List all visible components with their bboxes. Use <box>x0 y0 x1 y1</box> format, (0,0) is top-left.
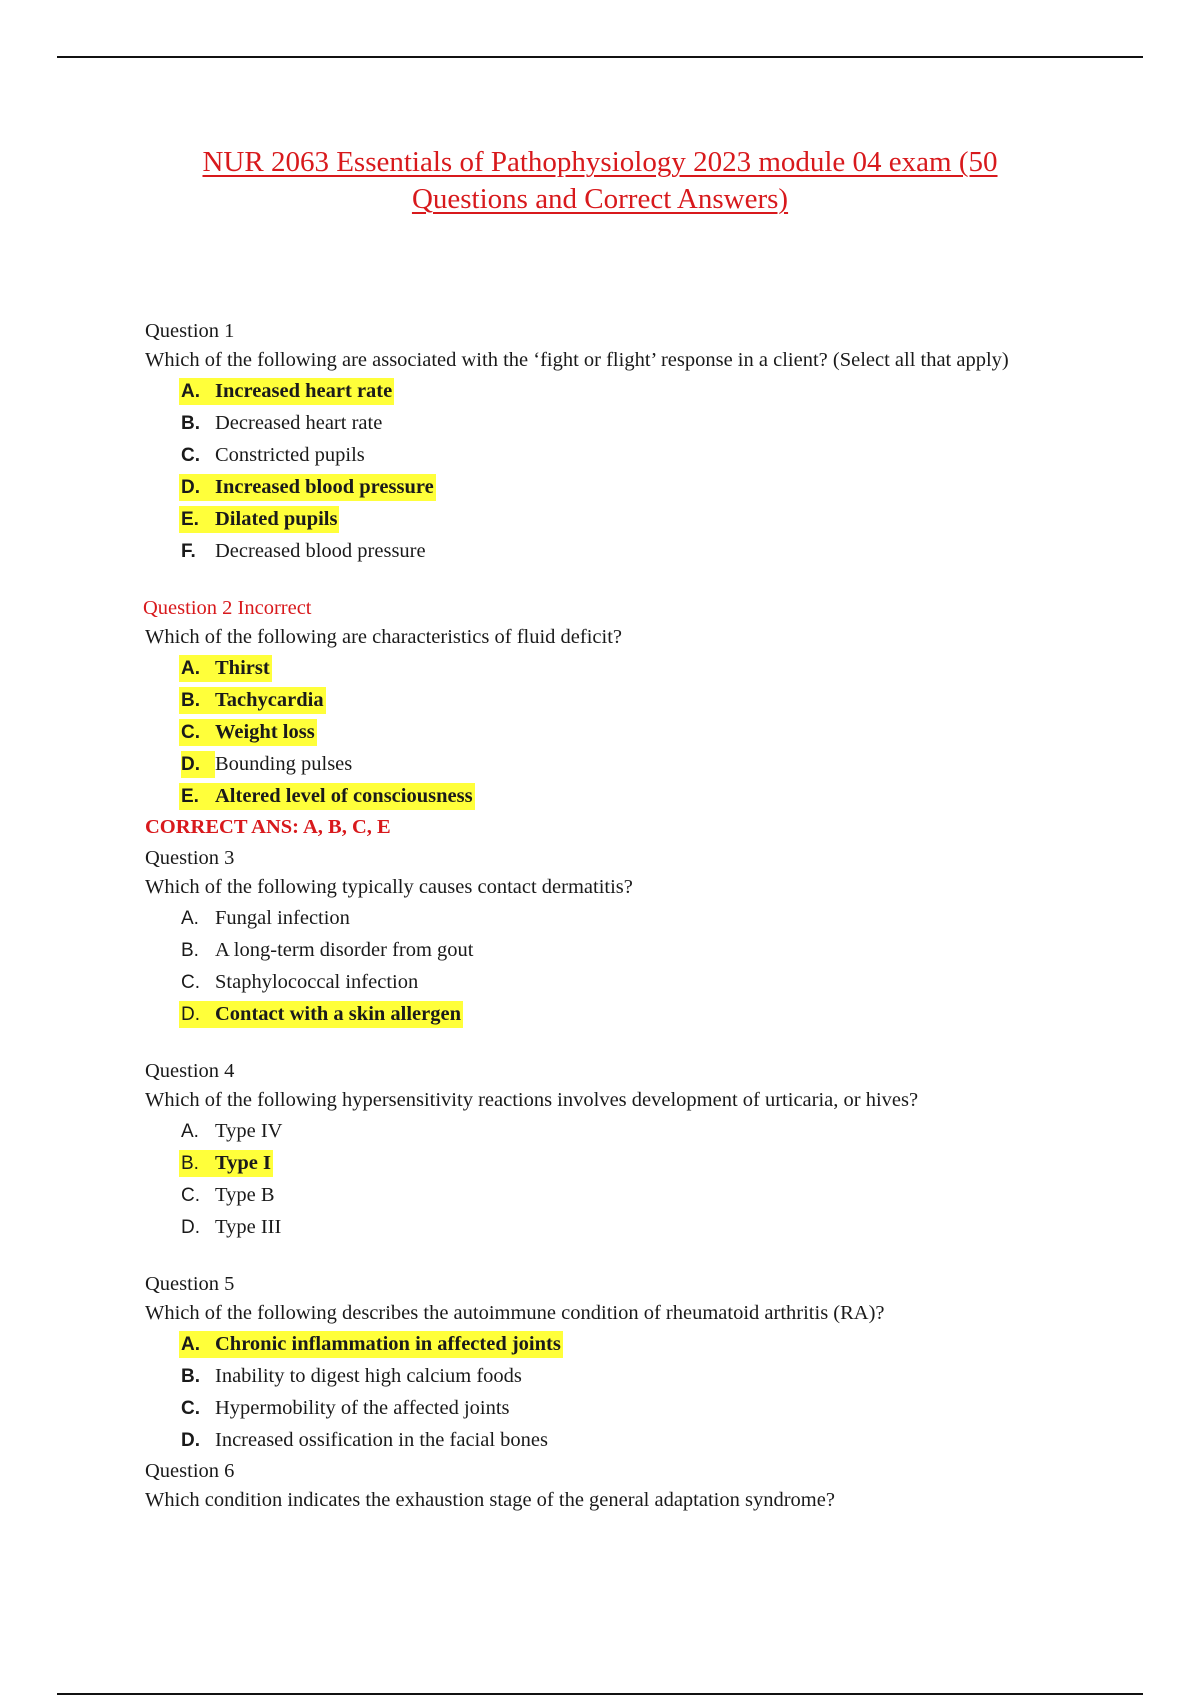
question-label: Question 5 <box>145 1273 235 1295</box>
option-text: Type III <box>215 1216 282 1238</box>
question-text: Which condition indicates the exhaustion stage of the general adaptation syndrome? <box>145 1489 835 1511</box>
option-letter: F. <box>181 541 196 562</box>
spacer <box>145 567 1045 593</box>
question-label: Question 4 <box>145 1060 235 1082</box>
question-6 <box>145 1456 1045 1515</box>
option-letter: B. <box>181 1366 200 1387</box>
option-text: Increased blood pressure <box>215 476 434 498</box>
option-letter: C. <box>181 972 200 993</box>
option-text: Constricted pupils <box>215 444 365 466</box>
option-text: Contact with a skin allergen <box>215 1003 461 1025</box>
option-letter: A. <box>181 658 200 679</box>
option-c[interactable] <box>179 439 1045 471</box>
highlighted-answer <box>179 1331 563 1358</box>
option-letter: E. <box>181 786 199 807</box>
option-e[interactable] <box>179 503 1045 535</box>
spacer <box>145 1030 1045 1056</box>
option-d[interactable] <box>179 1211 1045 1243</box>
questions-container <box>145 316 1045 1515</box>
option-letter: D. <box>181 1217 200 1238</box>
option-b[interactable] <box>179 1147 1045 1179</box>
option-letter: B. <box>181 1153 199 1174</box>
option-b[interactable] <box>179 407 1045 439</box>
question-text: Which of the following are characteristics of fluid deficit? <box>145 626 622 648</box>
option-letter: C. <box>181 722 200 743</box>
option-letter: D. <box>181 477 200 498</box>
option-a[interactable] <box>179 1115 1045 1147</box>
option-text: Decreased blood pressure <box>215 540 426 562</box>
highlighted-answer <box>179 474 436 501</box>
top-rule <box>57 56 1143 58</box>
option-c[interactable] <box>179 1392 1045 1424</box>
correct-answer: CORRECT ANS: A, B, C, E <box>145 816 391 838</box>
option-a[interactable] <box>179 375 1045 407</box>
option-d[interactable] <box>179 748 1045 780</box>
highlighted-answer <box>179 719 317 746</box>
option-text: Dilated pupils <box>215 508 338 530</box>
option-d[interactable] <box>179 471 1045 503</box>
option-letter: B. <box>181 413 200 434</box>
option-text: Bounding pulses <box>215 753 353 775</box>
answer-options <box>145 652 1045 812</box>
option-text: Hypermobility of the affected joints <box>215 1397 510 1419</box>
question-text: Which of the following describes the autoimmune condition of rheumatoid arthritis (RA)? <box>145 1302 885 1324</box>
option-e[interactable] <box>179 780 1045 812</box>
answer-options <box>145 375 1045 567</box>
answer-options <box>145 1328 1045 1456</box>
document-title: NUR 2063 Essentials of Pathophysiology 2023 module 04 exam (50 Questions and Correct Answers) <box>202 146 998 215</box>
option-text: Weight loss <box>215 721 315 743</box>
question-5 <box>145 1269 1045 1456</box>
option-letter: B. <box>181 940 199 961</box>
highlighted-answer <box>179 783 475 810</box>
option-b[interactable] <box>179 1360 1045 1392</box>
option-a[interactable] <box>179 652 1045 684</box>
option-c[interactable] <box>179 966 1045 998</box>
question-3 <box>145 843 1045 1030</box>
option-f[interactable] <box>179 535 1045 567</box>
option-text: Increased ossification in the facial bones <box>215 1429 548 1451</box>
option-a[interactable] <box>179 902 1045 934</box>
question-label: Question 3 <box>145 847 235 869</box>
option-text: Decreased heart rate <box>215 412 383 434</box>
question-label-incorrect: Question 2 Incorrect <box>143 597 312 619</box>
option-letter: A. <box>181 1121 199 1142</box>
option-letter: A. <box>181 381 200 402</box>
question-text: Which of the following typically causes contact dermatitis? <box>145 876 633 898</box>
option-text: Type B <box>215 1184 275 1206</box>
highlighted-answer <box>179 1150 273 1177</box>
option-letter: A. <box>181 908 199 929</box>
option-letter: C. <box>181 1185 200 1206</box>
option-text: Increased heart rate <box>215 380 393 402</box>
highlighted-answer <box>179 655 272 682</box>
option-b[interactable] <box>179 684 1045 716</box>
option-text: Altered level of consciousness <box>215 785 473 807</box>
option-text: A long-term disorder from gout <box>215 939 474 961</box>
option-letter: D. <box>181 751 215 778</box>
question-label: Question 1 <box>145 320 235 342</box>
option-letter: D. <box>181 1004 200 1025</box>
highlighted-answer <box>179 1001 463 1028</box>
option-text: Staphylococcal infection <box>215 971 419 993</box>
question-text: Which of the following are associated with the ‘fight or flight’ response in a client? (Select all that apply) <box>145 349 1009 371</box>
option-d[interactable] <box>179 1424 1045 1456</box>
highlighted-answer <box>179 378 394 405</box>
option-letter: E. <box>181 509 199 530</box>
answer-options <box>145 902 1045 1030</box>
option-text: Chronic inflammation in affected joints <box>215 1333 561 1355</box>
option-letter: C. <box>181 1398 200 1419</box>
option-c[interactable] <box>179 716 1045 748</box>
option-a[interactable] <box>179 1328 1045 1360</box>
option-text: Inability to digest high calcium foods <box>215 1365 522 1387</box>
question-4 <box>145 1056 1045 1243</box>
option-d[interactable] <box>179 998 1045 1030</box>
answer-options <box>145 1115 1045 1243</box>
spacer <box>145 1243 1045 1269</box>
highlighted-answer <box>179 506 339 533</box>
question-2 <box>145 593 1045 843</box>
option-b[interactable] <box>179 934 1045 966</box>
bottom-rule <box>57 1693 1143 1695</box>
option-c[interactable] <box>179 1179 1045 1211</box>
option-text: Tachycardia <box>215 689 324 711</box>
highlighted-answer <box>179 687 326 714</box>
option-letter: B. <box>181 690 200 711</box>
option-text: Type IV <box>215 1120 283 1142</box>
option-text: Type I <box>215 1152 272 1174</box>
option-letter: A. <box>181 1334 200 1355</box>
option-letter: C. <box>181 445 200 466</box>
option-text: Fungal infection <box>215 907 350 929</box>
question-1 <box>145 316 1045 567</box>
question-text: Which of the following hypersensitivity reactions involves development of urticaria, or hives? <box>145 1089 919 1111</box>
question-label: Question 6 <box>145 1460 235 1482</box>
option-text: Thirst <box>215 657 270 679</box>
option-letter: D. <box>181 1430 200 1451</box>
